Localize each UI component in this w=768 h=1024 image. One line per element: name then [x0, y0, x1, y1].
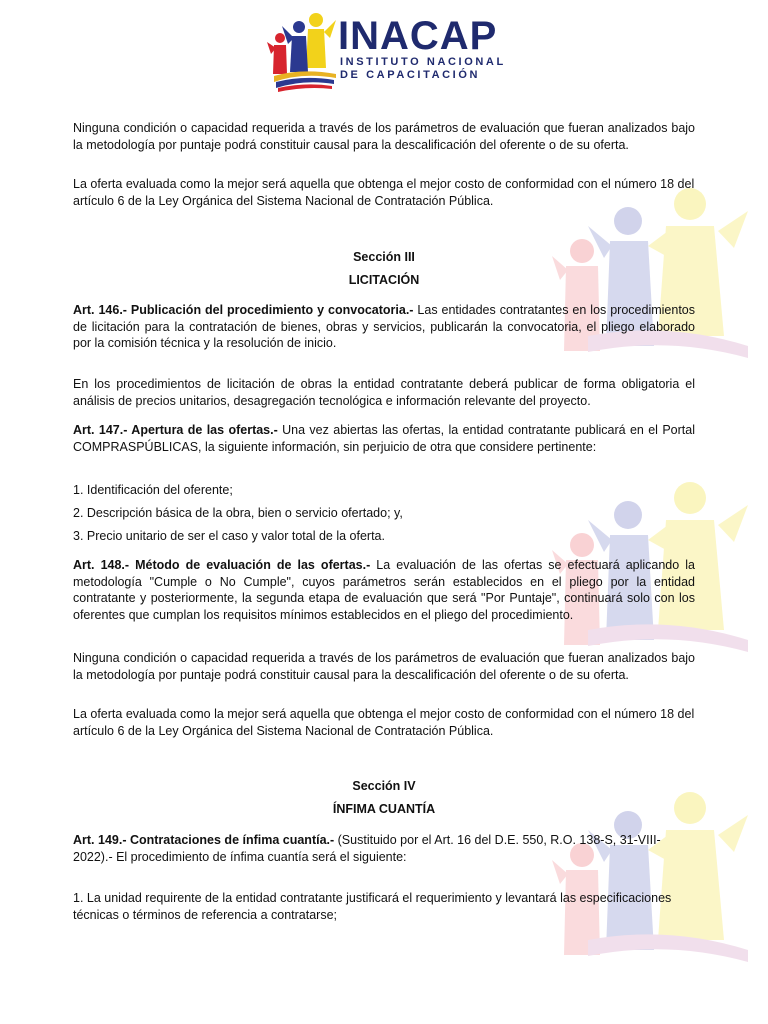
- list-item-2: 2. Descripción básica de la obra, bien o servicio ofertado; y,: [73, 506, 403, 520]
- paragraph-6: 1. La unidad requirente de la entidad contratante justificará el requerimiento y levantará las especificaciones técnicas o términos de referencia a contratarse;: [73, 891, 672, 922]
- section-3-heading: Sección III: [353, 250, 415, 264]
- list-item-1: 1. Identificación del oferente;: [73, 483, 233, 497]
- article-146-text: Las entidades contratantes en los procedimientos de licitación para la contratación de bienes, obras y servicios, publicarán la convocatoria, el pliego elaborado por la comisión técnica y la resolución de inicio.: [73, 303, 695, 350]
- section-4-heading: Sección IV: [352, 779, 416, 793]
- logo-subtitle-line2: DE CAPACITACIÓN: [340, 69, 481, 81]
- paragraph-4: Ninguna condición o capacidad requerida a través de los parámetros de evaluación que fueran analizados bajo la metodología por puntaje podrá constituir causal para la descalificación del oferente o de su oferta.: [73, 651, 695, 682]
- article-146-heading: Art. 146.- Publicación del procedimiento y convocatoria.-: [73, 303, 414, 317]
- article-148-heading: Art. 148.- Método de evaluación de las ofertas.-: [73, 558, 371, 572]
- paragraph-1: Ninguna condición o capacidad requerida a través de los parámetros de evaluación que fueran analizados bajo la metodología por puntaje podrá constituir causal para la descalificación del oferente o de su oferta.: [73, 121, 695, 152]
- section-3-title: LICITACIÓN: [348, 273, 420, 287]
- inacap-logo: [266, 12, 516, 92]
- article-149-text: (Sustituido por el Art. 16 del D.E. 550, R.O. 138-S, 31-VIII-2022).- El procedimiento de ínfima cuantía será el siguiente:: [73, 833, 661, 864]
- paragraph-2: La oferta evaluada como la mejor será aquella que obtenga el mejor costo de conformidad con el número 18 del artículo 6 de la Ley Orgánica del Sistema Nacional de Contratación Pública.: [73, 177, 695, 208]
- section-4-title: ÍNFIMA CUANTÍA: [332, 802, 436, 816]
- article-146: [73, 302, 695, 352]
- logo-subtitle-line1: INSTITUTO NACIONAL: [340, 56, 506, 68]
- article-149: [73, 832, 695, 865]
- article-147-heading: Art. 147.- Apertura de las ofertas.-: [73, 423, 278, 437]
- logo-wordmark: INACAP: [338, 14, 498, 58]
- paragraph-3: En los procedimientos de licitación de obras la entidad contratante deberá publicar de forma obligatoria el análisis de precios unitarios, desagregación tecnológica e información relevante del proyecto.: [73, 377, 695, 408]
- logo-figures-icon: [266, 12, 338, 92]
- article-148: [73, 557, 695, 623]
- paragraph-5: La oferta evaluada como la mejor será aquella que obtenga el mejor costo de conformidad con el número 18 del artículo 6 de la Ley Orgánica del Sistema Nacional de Contratación Pública.: [73, 707, 695, 738]
- article-149-heading: Art. 149.- Contrataciones de ínfima cuantía.-: [73, 833, 335, 847]
- article-148-text: La evaluación de las ofertas se efectuará aplicando la metodología "Cumple o No Cumple", cuyos parámetros serán establecidos en el pliego por la entidad contratante y posteriormente, la segunda etapa de evaluación que será "Por Puntaje", continuará solo con los oferentes que cumplan los requisitos mínimos establecidos en el pliego del procedimiento.: [73, 558, 695, 622]
- article-147: [73, 422, 695, 455]
- list-item-3: 3. Precio unitario de ser el caso y valor total de la oferta.: [73, 529, 385, 543]
- article-147-text: Una vez abiertas las ofertas, la entidad contratante publicará en el Portal COMPRASPÚBLICAS, la siguiente información, sin perjuicio de otra que considere pertinente:: [73, 423, 695, 454]
